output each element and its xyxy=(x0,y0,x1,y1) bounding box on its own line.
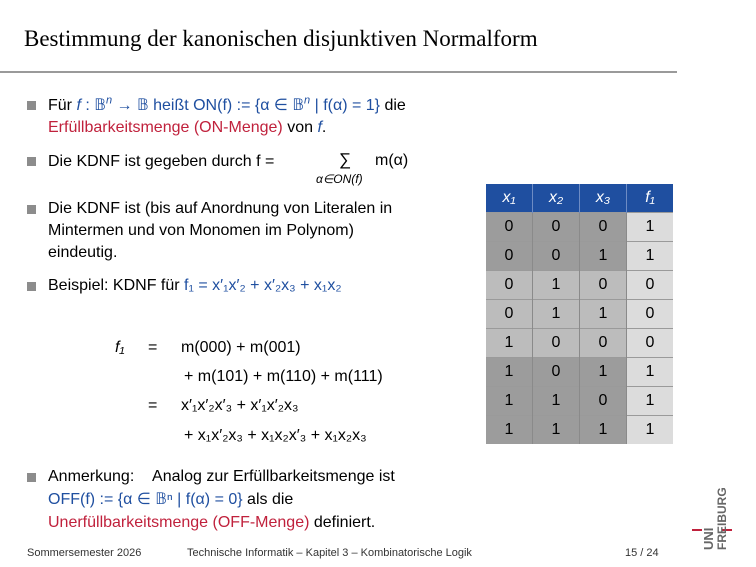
minterm-m-alpha: m(α) xyxy=(375,152,409,169)
table-row xyxy=(486,416,673,445)
text: Analog zur Erfüllbarkeitsmenge ist xyxy=(152,468,395,485)
footer-semester: Sommersemester 2026 xyxy=(27,547,142,559)
table-row xyxy=(486,387,673,416)
text: als die xyxy=(242,491,294,508)
logo-freiburg: FREIBURG xyxy=(715,487,729,550)
footer-page-number: 15 / 24 xyxy=(625,547,659,559)
bullet-marker xyxy=(27,282,36,291)
sum-index: α∈ON(f) xyxy=(316,172,363,186)
term-on-menge: Erfüllbarkeitsmenge (ON-Menge) xyxy=(48,119,283,136)
derivation-row4: + x₁x′₂x₃ + x₁x₂x′₃ + x₁x₂x₃ xyxy=(184,427,367,444)
table-cell: 0 xyxy=(627,271,674,300)
table-cell: 0 xyxy=(627,329,674,358)
table-cell: 0 xyxy=(486,300,533,329)
bullet-kdnf-unique-l3: eindeutig. xyxy=(48,244,118,261)
header-f1: f₁ xyxy=(627,184,674,213)
table-cell: 1 xyxy=(627,242,674,271)
table-cell: 0 xyxy=(580,329,627,358)
table-cell: 1 xyxy=(486,387,533,416)
math-f: f xyxy=(76,97,81,114)
bullet-remark-l3 xyxy=(48,513,375,533)
bullet-example xyxy=(48,276,342,296)
bullet-marker xyxy=(27,101,36,110)
page-title: Bestimmung der kanonischen disjunktiven Normalform xyxy=(24,26,538,51)
table-cell: 1 xyxy=(533,300,580,329)
table-cell: 1 xyxy=(627,416,674,445)
logo-uni: UNI xyxy=(701,527,716,550)
derivation-eq: = xyxy=(148,339,158,356)
text: Die KDNF ist gegeben durch f = xyxy=(48,153,275,170)
math-exp: n xyxy=(105,94,113,107)
bullet-on-definition-line2 xyxy=(48,118,326,138)
table-row xyxy=(486,358,673,387)
header-x2: x₂ xyxy=(533,184,580,213)
table-cell: 1 xyxy=(580,358,627,387)
table-cell: 0 xyxy=(580,387,627,416)
table-cell: 0 xyxy=(533,213,580,242)
math-f1-formula: f₁ = x′₁x′₂ + x′₂x₃ + x₁x₂ xyxy=(184,277,342,294)
table-row xyxy=(486,329,673,358)
math-on-rest: | f(α) = 1} xyxy=(310,97,381,114)
table-row xyxy=(486,242,673,271)
table-cell: 0 xyxy=(486,242,533,271)
text: Beispiel: KDNF für xyxy=(48,277,185,294)
math-off-def: OFF(f) := {α ∈ 𝔹ⁿ | f(α) = 0} xyxy=(48,491,243,508)
derivation-row1: m(000) + m(001) xyxy=(181,339,301,356)
sum-symbol: ∑ xyxy=(339,150,352,169)
math-arrow: → 𝔹 heißt xyxy=(112,97,194,114)
table-cell: 0 xyxy=(580,213,627,242)
bullet-kdnf-unique-l2: Mintermen und von Monomen im Polynom) xyxy=(48,222,354,239)
truth-table xyxy=(486,184,673,444)
derivation-eq: = xyxy=(148,397,158,414)
derivation-row2: + m(101) + m(110) + m(111) xyxy=(184,368,383,385)
table-row xyxy=(486,271,673,300)
text: von xyxy=(282,119,318,136)
table-cell: 0 xyxy=(580,271,627,300)
bullet-remark-l2 xyxy=(48,490,293,510)
table-cell: 0 xyxy=(486,213,533,242)
table-cell: 1 xyxy=(486,329,533,358)
bullet-kdnf-unique-l1: Die KDNF ist (bis auf Anordnung von Literalen in xyxy=(48,200,393,217)
table-cell: 0 xyxy=(533,329,580,358)
table-cell: 1 xyxy=(580,300,627,329)
table-cell: 1 xyxy=(533,416,580,445)
header-x3: x₃ xyxy=(580,184,627,213)
header-x1: x₁ xyxy=(486,184,533,213)
text: Für xyxy=(48,97,77,114)
remark-label: Anmerkung: xyxy=(48,468,135,485)
math-exp: n xyxy=(304,94,311,107)
derivation-lhs: f₁ xyxy=(115,339,125,356)
table-cell: 1 xyxy=(580,242,627,271)
math-map: : 𝔹 xyxy=(80,97,106,114)
bullet-remark xyxy=(48,467,395,487)
derivation-row3: x′₁x′₂x′₃ + x′₁x′₂x₃ xyxy=(181,397,299,414)
table-row xyxy=(486,213,673,242)
table-cell: 1 xyxy=(486,358,533,387)
term-off-menge: Unerfüllbarkeitsmenge (OFF-Menge) xyxy=(48,514,310,531)
bullet-on-definition xyxy=(48,96,406,116)
text: definiert. xyxy=(309,514,376,531)
table-cell: 1 xyxy=(533,387,580,416)
table-cell: 0 xyxy=(533,358,580,387)
table-cell: 0 xyxy=(486,271,533,300)
table-cell: 1 xyxy=(627,358,674,387)
table-cell: 1 xyxy=(533,271,580,300)
bullet-kdnf-given xyxy=(48,152,274,172)
truth-table-header xyxy=(486,184,673,213)
math-on-def: ON(f) := {α ∈ 𝔹 xyxy=(193,97,305,114)
table-row xyxy=(486,300,673,329)
table-cell: 1 xyxy=(486,416,533,445)
bullet-marker xyxy=(27,205,36,214)
bullet-marker xyxy=(27,473,36,482)
table-cell: 1 xyxy=(627,213,674,242)
university-logo xyxy=(692,484,732,550)
text: . xyxy=(321,119,327,136)
title-divider xyxy=(0,71,677,73)
footer-course: Technische Informatik – Kapitel 3 – Kombinatorische Logik xyxy=(187,547,472,559)
table-cell: 0 xyxy=(533,242,580,271)
table-cell: 0 xyxy=(627,300,674,329)
math-f: f xyxy=(317,119,322,136)
table-cell: 1 xyxy=(580,416,627,445)
table-cell: 1 xyxy=(627,387,674,416)
text: die xyxy=(380,97,406,114)
bullet-marker xyxy=(27,157,36,166)
